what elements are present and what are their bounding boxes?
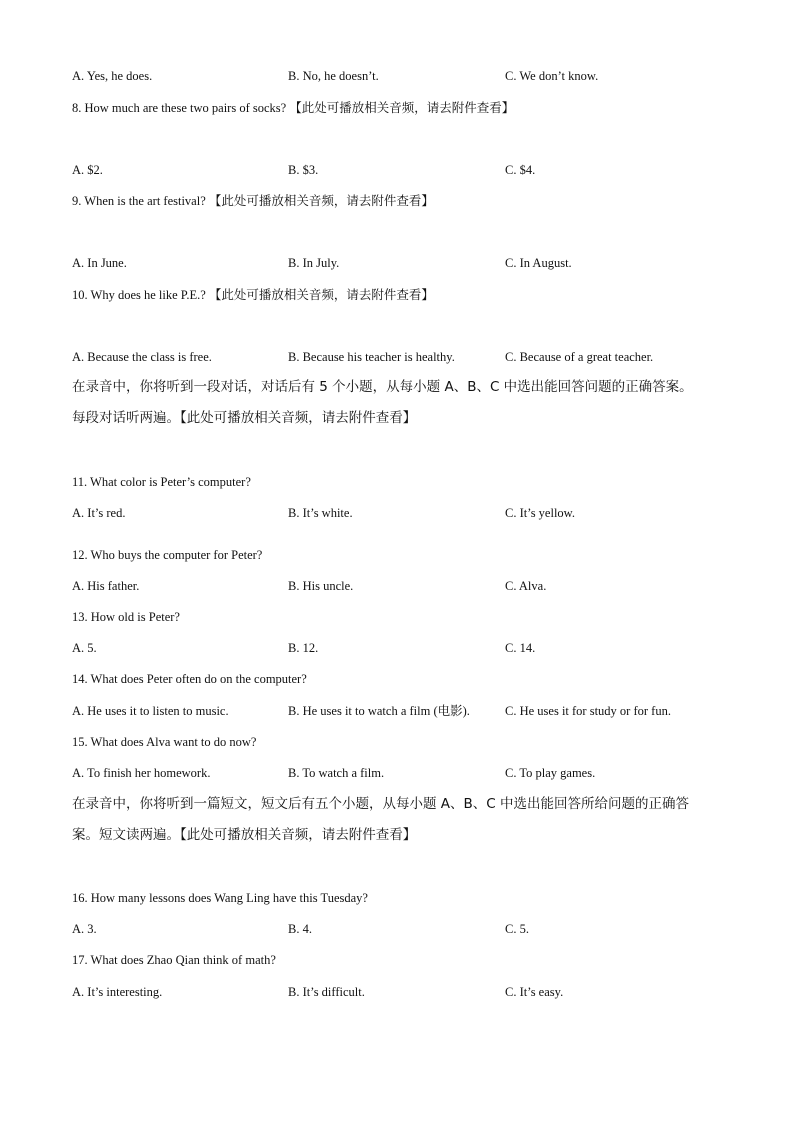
q16-option-b: B. 4.	[288, 922, 312, 936]
q7-option-b: B. No, he doesn’t.	[288, 69, 379, 83]
q12-option-b: B. His uncle.	[288, 579, 354, 593]
q16-option-a: A. 3.	[72, 922, 97, 936]
q13-option-b: B. 12.	[288, 641, 319, 655]
q10-option-a: A. Because the class is free.	[72, 350, 212, 364]
q17-option-a: A. It’s interesting.	[72, 985, 163, 999]
q7-option-c: C. We don’t know.	[505, 69, 599, 83]
q9-option-b: B. In July.	[288, 256, 340, 270]
q13-question: 13. How old is Peter?	[72, 610, 180, 624]
q10-question: 10. Why does he like P.E.? 【此处可播放相关音频，请去附件查看】	[72, 288, 434, 302]
q9-question: 9. When is the art festival? 【此处可播放相关音频，请去附件查看】	[72, 194, 434, 208]
q8-option-a: A. $2.	[72, 163, 103, 177]
q14-question: 14. What does Peter often do on the computer?	[72, 672, 307, 686]
q8-option-c: C. $4.	[505, 163, 536, 177]
q15-option-c: C. To play games.	[505, 766, 596, 780]
q14-option-b: B. He uses it to watch a film (电影).	[288, 704, 470, 718]
section3-line1: 在录音中，你将听到一篇短文，短文后有五个小题，从每小题 A、B、C 中选出能回答所给问题的正确答	[72, 796, 690, 812]
q16-question: 16. How many lessons does Wang Ling have this Tuesday?	[72, 891, 368, 905]
q11-option-c: C. It’s yellow.	[505, 506, 576, 520]
q10-option-b: B. Because his teacher is healthy.	[288, 350, 455, 364]
q15-option-a: A. To finish her homework.	[72, 766, 211, 780]
q16-option-c: C. 5.	[505, 922, 529, 936]
q17-option-b: B. It’s difficult.	[288, 985, 365, 999]
q11-option-a: A. It’s red.	[72, 506, 126, 520]
section2-line1: 在录音中，你将听到一段对话，对话后有 5 个小题，从每小题 A、B、C 中选出能回答问题的正确答案。	[72, 379, 693, 395]
q15-question: 15. What does Alva want to do now?	[72, 735, 257, 749]
q9-option-c: C. In August.	[505, 256, 572, 270]
section3-instructions	[72, 789, 722, 851]
section2-line2: 每段对话听两遍。【此处可播放相关音频，请去附件查看】	[72, 410, 417, 426]
q12-option-c: C. Alva.	[505, 579, 547, 593]
q17-question: 17. What does Zhao Qian think of math?	[72, 953, 276, 967]
q14-option-c: C. He uses it for study or for fun.	[505, 704, 671, 718]
section3-line2: 案。短文读两遍。【此处可播放相关音频，请去附件查看】	[72, 827, 417, 843]
q14-option-a: A. He uses it to listen to music.	[72, 704, 229, 718]
q8-question: 8. How much are these two pairs of socks? 【此处可播放相关音频，请去附件查看】	[72, 101, 515, 115]
q13-option-a: A. 5.	[72, 641, 97, 655]
q15-option-b: B. To watch a film.	[288, 766, 385, 780]
q11-question: 11. What color is Peter’s computer?	[72, 475, 251, 489]
q12-question: 12. Who buys the computer for Peter?	[72, 548, 263, 562]
q12-option-a: A. His father.	[72, 579, 140, 593]
q17-option-c: C. It’s easy.	[505, 985, 564, 999]
section2-instructions	[72, 372, 722, 434]
q13-option-c: C. 14.	[505, 641, 536, 655]
q10-option-c: C. Because of a great teacher.	[505, 350, 654, 364]
q7-option-a: A. Yes, he does.	[72, 69, 153, 83]
q9-option-a: A. In June.	[72, 256, 127, 270]
q8-option-b: B. $3.	[288, 163, 319, 177]
q11-option-b: B. It’s white.	[288, 506, 353, 520]
